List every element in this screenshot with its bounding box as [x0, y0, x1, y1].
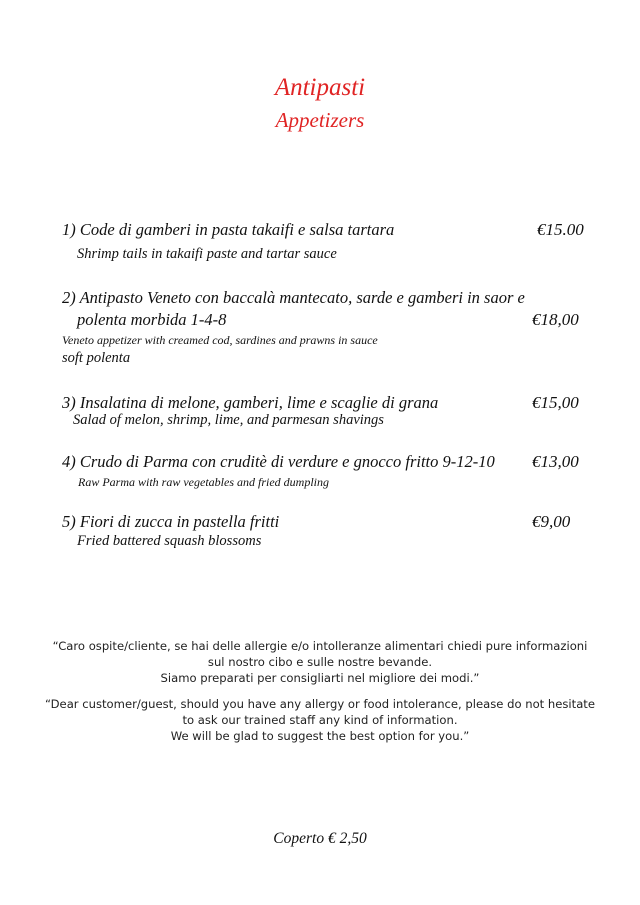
menu-item-name: 3) Insalatina di melone, gamberi, lime e scaglie di grana [62, 393, 439, 412]
menu-item-price: €15.00 [537, 220, 584, 239]
menu-item-name: 2) Antipasto Veneto con baccalà mantecato, sarde e gamberi in saor e [62, 288, 525, 307]
menu-item-price: €18,00 [532, 310, 579, 329]
menu-item-price: €13,00 [532, 452, 579, 471]
menu-item-translation: Fried battered squash blossoms [77, 533, 262, 549]
allergy-line: sul nostro cibo e sulle nostre bevande. [207, 655, 433, 669]
menu-item-translation: Veneto appetizer with creamed cod, sardines and prawns in sauce [62, 333, 378, 347]
allergy-notice-it [0, 638, 640, 686]
allergy-line: “Caro ospite/cliente, se hai delle allergie e/o intolleranze alimentari chiedi pure informazioni [52, 639, 588, 653]
page-title: Antipasti [274, 74, 366, 101]
page-subtitle: Appetizers [275, 108, 365, 132]
menu-item-translation: Raw Parma with raw vegetables and fried dumpling [78, 475, 329, 489]
menu-item-price: €9,00 [532, 512, 571, 531]
menu-item-name: 5) Fiori di zucca in pastella fritti [62, 512, 280, 531]
cover-charge: Coperto € 2,50 [273, 830, 367, 847]
allergy-line: Siamo preparati per consigliarti nel migliore dei modi.” [160, 671, 480, 685]
allergy-line: “Dear customer/guest, should you have any allergy or food intolerance, please do not hesitate [44, 697, 595, 711]
menu-item-name: 4) Crudo di Parma con cruditè di verdure e gnocco fritto 9-12-10 [62, 452, 495, 471]
menu-item-translation: Shrimp tails in takaifi paste and tartar sauce [77, 246, 337, 262]
allergy-line: We will be glad to suggest the best option for you.” [170, 729, 470, 743]
menu-item-translation-cont: soft polenta [62, 350, 131, 366]
menu-item-name-cont: polenta morbida 1-4-8 [77, 310, 227, 329]
menu-item-price: €15,00 [532, 393, 579, 412]
menu-item-name: 1) Code di gamberi in pasta takaifi e salsa tartara [62, 220, 395, 239]
menu-item-translation: Salad of melon, shrimp, lime, and parmesan shavings [73, 412, 384, 428]
allergy-line: to ask our trained staff any kind of information. [182, 713, 458, 727]
allergy-notice-en [0, 696, 640, 744]
